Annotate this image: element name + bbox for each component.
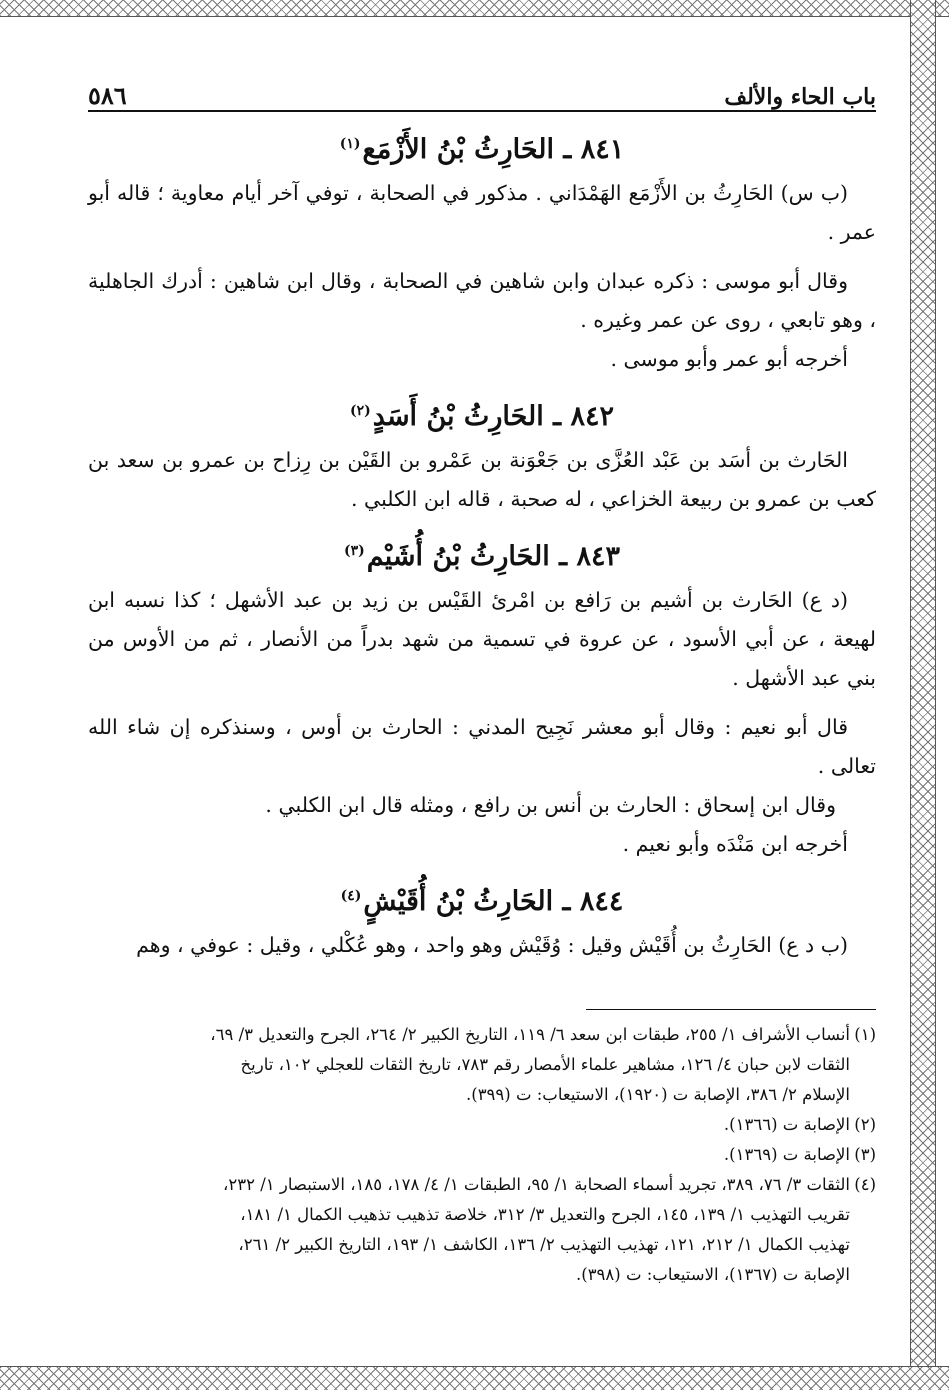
entry-title: ٨٤٢ ـ الحَارِثُ بْنُ أَسَدٍ$^{(٢)}$ [349,401,614,432]
footnote-ref: (١) [339,136,361,152]
page-border-top [0,0,949,17]
footnote-ref: (٣) [344,543,365,559]
entry-title: ٨٤٣ ـ الحَارِثُ بْنُ أُشَيْم$^{(٣)}$ [344,541,620,572]
running-header [88,70,876,112]
footnote-ref: (٢) [349,403,371,419]
entry-paragraph: أخرجه أبو عمر وأبو موسى . [610,347,848,371]
page-border-right [910,0,936,1389]
footnote-line: الإصابة ت (١٣٦٩). [723,1145,850,1164]
footnote-line: الإصابة ت (١٣٦٦). [723,1115,850,1134]
entry-paragraph: قال أبو نعيم : وقال أبو معشر نَجِيح المدني : الحارث بن أوس ، وسنذكره إن شاء الله تعالى . [88,715,876,778]
footnote-ref: (٤) [340,888,362,904]
footnote-number: (٣) [854,1145,876,1164]
footnote-line: تهذيب الكمال ١/ ٢١٢، ١٢١، تهذيب التهذيب ٢/ ١٣٦، الكاشف ١/ ١٩٣، التاريخ الكبير ٢/ ٢٦١، [238,1235,850,1254]
footnote [88,1170,876,1290]
footnote [88,1020,876,1110]
entry-paragraph: (ب س) الحَارِثُ بن الأَزْمَع الهَمْدَاني . مذكور في الصحابة ، توفي آخر أيام معاوية ؛ قاله أبو عمر . [88,181,876,244]
footnote-number: (٤) [854,1175,876,1194]
entry-paragraph: (د ع) الحَارث بن أشيم بن رَافع بن امْرئ القَيْس بن زيد بن عبد الأشهل ؛ كذا نسبه ابن لهيعة ، عن أبي الأسود ، عن عروة في تسمية من شهد بدراً من الأنصار ، ثم من الأوس من بني عبد الأشهل . [88,588,876,690]
entry-title: ٨٤١ ـ الحَارِثُ بْنُ الأَزْمَع$^{(١)}$ [339,134,625,165]
entry-title: ٨٤٤ ـ الحَارِثُ بْنُ أُقَيْشٍ$^{(٤)}$ [340,886,624,917]
page-number: ٥٨٦ [88,81,127,110]
footnote-line: الثقات ٣/ ٧٦، ٣٨٩، تجريد أسماء الصحابة ١/ ٩٥، الطبقات ١/ ٤/ ١٧٨، ١٨٥، الاستبصار ١/ ٢٣٢، [223,1175,850,1194]
footnote [88,1110,876,1140]
entry-paragraph: أخرجه ابن مَنْدَه وأبو نعيم . [622,832,848,856]
page-border-bottom [0,1366,949,1390]
footnote-line: الإصابة ت (١٣٦٧)، الاستيعاب: ت (٣٩٨). [576,1265,850,1284]
section-title: باب الحاء والألف [724,84,876,110]
entry-paragraph: الحَارث بن أسَد بن عَبْد العُزَّى بن جَعْوَنة بن عَمْرو بن القَيْن بن رِزاح بن عمرو بن سعد بن كعب بن عمرو بن ربيعة الخزاعي ، له صحبة ، قاله ابن الكلبي . [88,448,876,511]
entry-paragraph: وقال أبو موسى : ذكره عبدان وابن شاهين في الصحابة ، وقال ابن شاهين : أدرك الجاهلية ، وهو تابعي ، روى عن عمر وغيره . [88,269,876,332]
book-page [88,70,876,1360]
footnote-number: (٢) [854,1115,876,1134]
footnote-divider [586,1009,876,1010]
footnote-line: تقريب التهذيب ١/ ١٣٩، ١٤٥، الجرح والتعديل ٣/ ٣١٢، خلاصة تذهيب تذهيب الكمال ١/ ١٨١، [240,1205,850,1224]
footnote-line: الإسلام ٢/ ٣٨٦، الإصابة ت (١٩٢٠)، الاستيعاب: ت (٣٩٩). [466,1085,850,1104]
entry-paragraph: (ب د ع) الحَارِثُ بن أُقَيْش وقيل : وُقَيْش وهو واحد ، وهو عُكْلي ، وقيل : عوفي ، وهم [136,933,848,957]
footnote-number: (١) [854,1025,876,1044]
footnote-line: الثقات لابن حبان ٤/ ١٢٦، مشاهير علماء الأمصار رقم ٧٨٣، تاريخ الثقات للعجلي ١٠٢، تاريخ [240,1055,850,1074]
footnote-line: أنساب الأشراف ١/ ٢٥٥، طبقات ابن سعد ٦/ ١١٩، التاريخ الكبير ٢/ ٢٦٤، الجرح والتعديل ٣/ ٦٩، [210,1025,850,1044]
footnote [88,1140,876,1170]
entry-paragraph: وقال ابن إسحاق : الحارث بن أنس بن رافع ، ومثله قال ابن الكلبي . [265,793,836,817]
